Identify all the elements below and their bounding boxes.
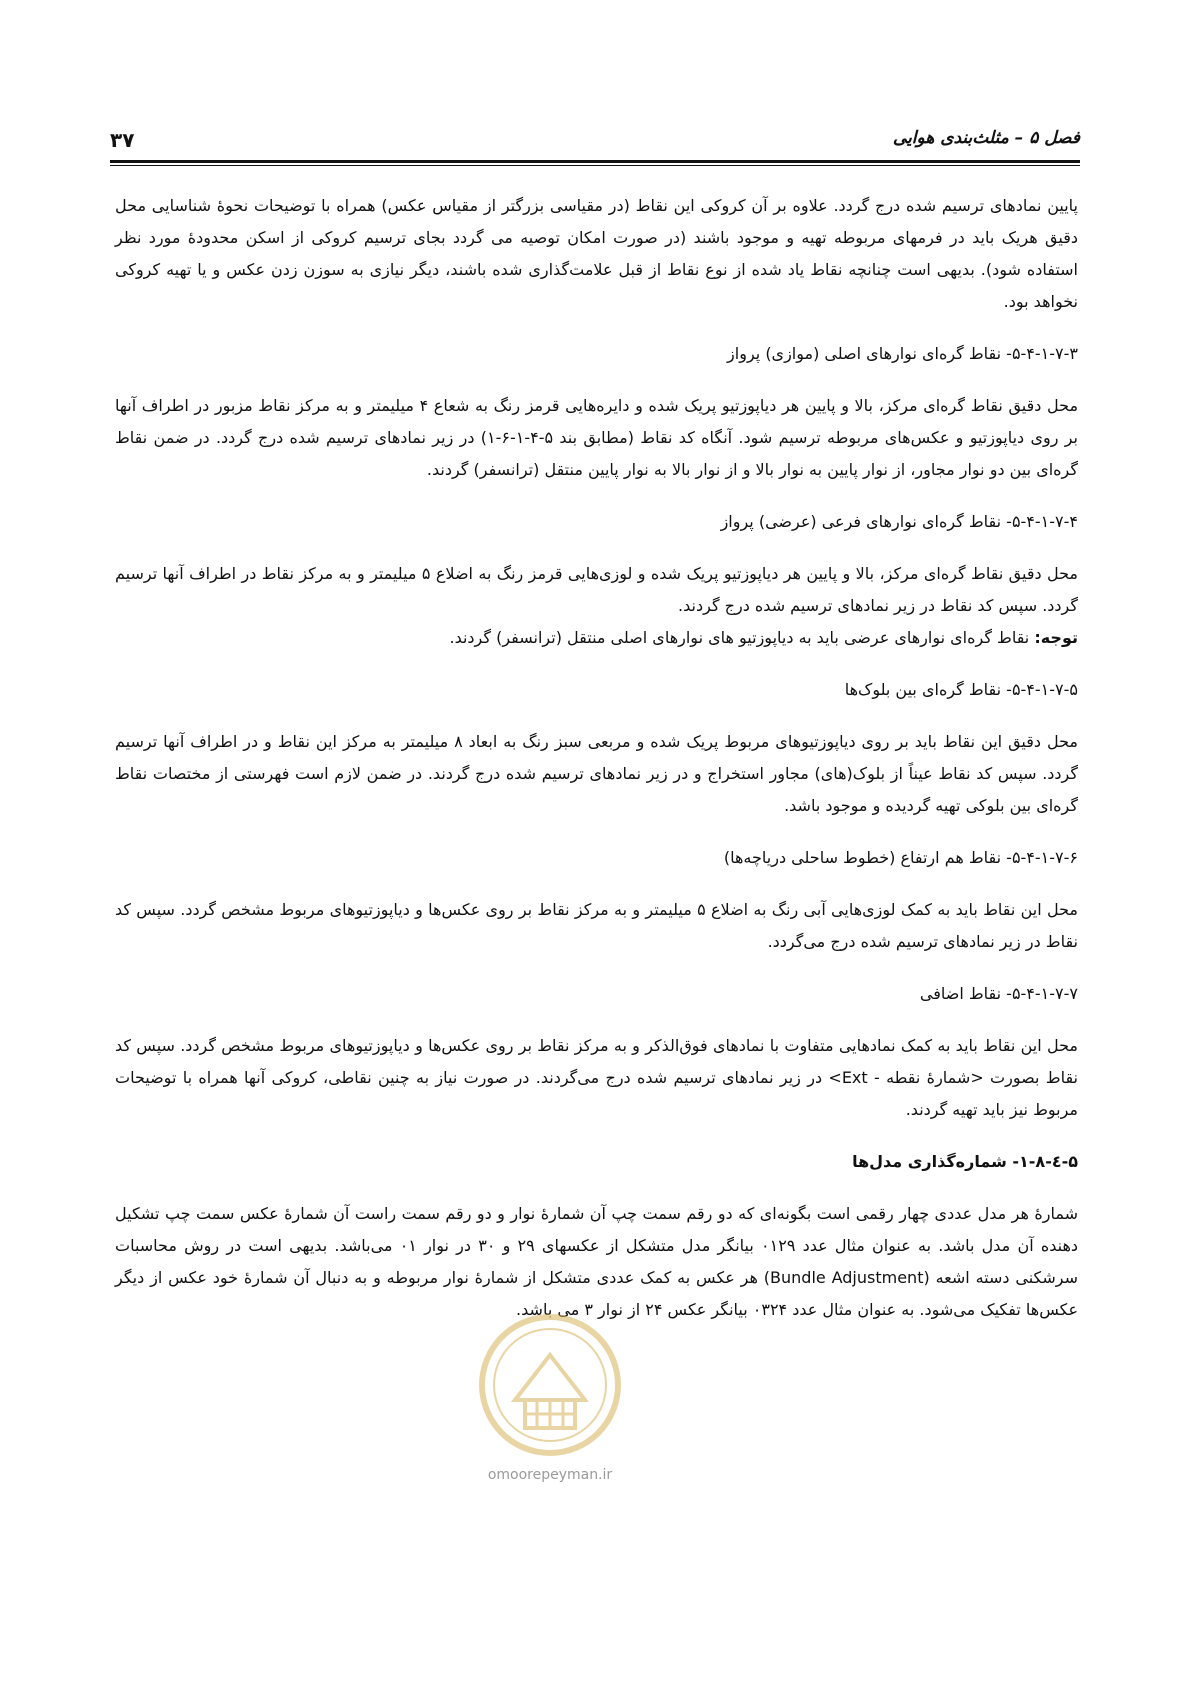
section-heading-3: ۵-۴-۱-۷-۳- نقاط گره‌ای نوارهای اصلی (موازی) پرواز [727,344,1078,363]
page-header [110,128,1080,158]
section-text-3: محل دقیق نقاط گره‌ای مرکز، بالا و پایین هر دیاپوزتیو پریک شده و دایره‌هایی قرمز رنگ به شعاع ۴ میلیمتر و به مرکز نقاط مزبور در اطراف آنها بر روی دیاپوزتیو و عکس‌های مربوطه ترسیم شود. آنگاه کد نقاط (مطابق بند ۵-۴-۱-۶-۱) در زیر نمادهای ترسیم شده درج گردد. در ضمن نقاط گره‌ای بین دو نوار مجاور، از نوار پایین به نوار بالا و از نوار بالا به نوار پایین منتقل (ترانسفر) گردند. [115,396,1079,479]
intro-paragraph: پایین نمادهای ترسیم شده درج گردد. علاوه بر آن کروکی این نقاط (در مقیاسی بزرگتر از مقیاس عکس) همراه با توضیحات نحوهٔ شناسایی محل دقیق هریک باید در فرمهای مربوطه تهیه و موجود باشند (در صورت امکان توصیه می گردد بجای ترسیم کروکی از اسکن محدودهٔ مورد نظر استفاده شود). بدیهی است چنانچه نقاط یاد شده از نوع نقاط از قبل علامت‌گذاری شده باشند، دیگر نیازی به سوزن زدن عکس و یا تهیه کروکی نخواهد بود. [115,196,1078,311]
watermark-site: omoorepeyman.ir [487,1467,613,1483]
section-heading-5: ۵-۴-۱-۷-۵- نقاط گره‌ای بین بلوک‌ها [844,680,1078,699]
header-rule-thin [110,165,1080,166]
note-text: نقاط گره‌ای نوارهای عرضی باید به دیاپوزتیو های نوارهای اصلی منتقل (ترانسفر) گردند. [449,628,1035,647]
watermark-logo-icon [475,1310,625,1460]
page-body [115,190,1078,1326]
section-heading-6: ۵-۴-۱-۷-۶- نقاط هم ارتفاع (خطوط ساحلی دریاچه‌ها) [723,848,1078,867]
header-rule-thick [110,160,1080,163]
section-text-5: محل دقیق این نقاط باید بر روی دیاپوزتیوهای مربوط پریک شده و مربعی سبز رنگ به ابعاد ۸ میلیمتر به مرکز این نقاط و در اطراف آنها ترسیم گردد. سپس کد نقاط عیناً از بلوک(های) مجاور استخراج و در زیر نمادهای ترسیم شده درج گردند. در ضمن لازم است فهرستی از مختصات نقاط گره‌ای بین بلوکی تهیه گردیده و موجود باشد. [115,732,1079,815]
section-text-8: شمارهٔ هر مدل عددی چهار رقمی است بگونه‌ای که دو رقم سمت چپ آن شمارهٔ نوار و دو رقم سمت راست آن شمارهٔ عکس سمت چپ تشکیل دهنده آن مدل باشد. به عنوان مثال عدد ۰۱۲۹ بیانگر مدل متشکل از عکسهای ۲۹ و ۳۰ در نوار ۰۱ می‌باشد. بدیهی است در روش محاسبات سرشکنی دسته اشعه (Bundle Adjustment) هر عکس به کمک عددی متشکل از شمارهٔ نوار مربوطه و به دنبال آن شمارهٔ خود عکس از دیگر عکس‌ها تفکیک می‌شود. به عنوان مثال عدد ۰۳۲۴ بیانگر عکس ۲۴ از نوار ۳ می باشد. [115,1204,1079,1319]
section-heading-8: ۵-٤-۱-۸- شماره‌گذاری مدل‌ها [852,1152,1078,1171]
chapter-title: فصل ۵ – مثلث‌بندی هوایی [892,128,1080,148]
section-text-7: محل این نقاط باید به کمک نمادهایی متفاوت با نمادهای فوق‌الذکر و به مرکز نقاط بر روی عکس‌ها و دیاپوزتیوهای مربوط مشخص گردد. سپس کد نقاط بصورت <شمارهٔ نقطه - Ext> در زیر نمادهای ترسیم شده درج می‌گردند. در صورت نیاز به چنین نقاطی، کروکی آنها همراه با توضیحات مربوط نیز باید تهیه گردند. [115,1036,1078,1119]
note-label: توجه: [1034,628,1078,647]
section-text-4: محل دقیق نقاط گره‌ای مرکز، بالا و پایین هر دیاپوزتیو پریک شده و لوزی‌هایی قرمز رنگ به اضلاع ۵ میلیمتر و به مرکز نقاط در اطراف آنها ترسیم گردد. سپس کد نقاط در زیر نمادهای ترسیم شده درج گردند. [115,564,1078,615]
page-number: ۳۷ [110,128,135,152]
section-text-6: محل این نقاط باید به کمک لوزی‌هایی آبی رنگ به اضلاع ۵ میلیمتر و به مرکز نقاط بر روی عکس‌ها و دیاپوزتیوهای مربوط مشخص گردد. سپس کد نقاط در زیر نمادهای ترسیم شده درج می‌گردد. [115,900,1079,951]
note-paragraph [115,622,1078,654]
section-heading-4: ۵-۴-۱-۷-۴- نقاط گره‌ای نوارهای فرعی (عرضی) پرواز [720,512,1078,531]
section-heading-7: ۵-۴-۱-۷-۷- نقاط اضافی [919,984,1078,1003]
